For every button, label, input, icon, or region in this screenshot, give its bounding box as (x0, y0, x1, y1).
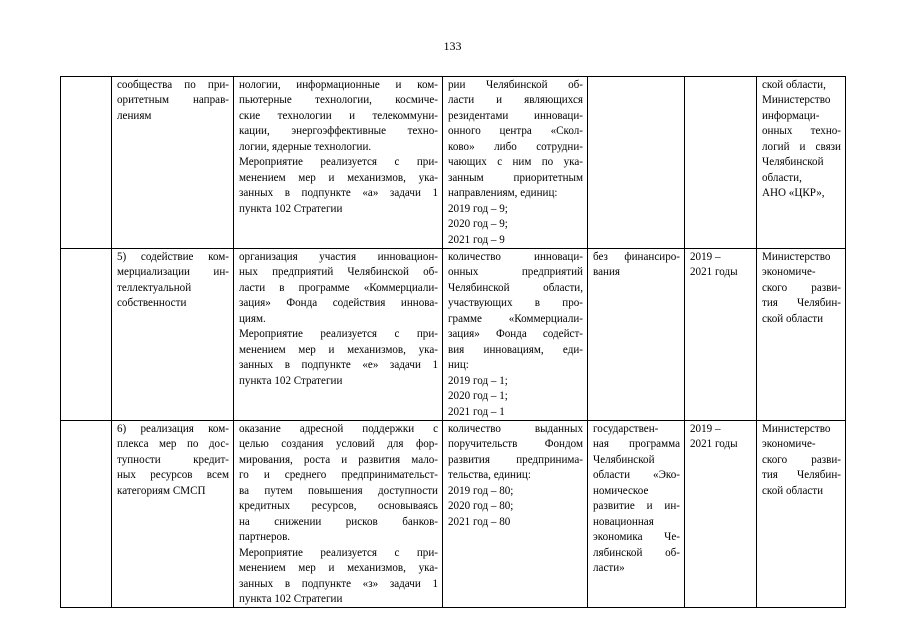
cell-line: 2020 год – 9; (448, 218, 508, 231)
cell-line: Мероприятие реализуется с при- (239, 546, 438, 559)
cell-line: ласти» (593, 562, 625, 575)
cell-indicator (443, 77, 588, 249)
cell-funding (588, 248, 685, 420)
cell-line: 2019 год – 9; (448, 202, 508, 215)
cell-line: 2021 год – 9 (448, 233, 505, 246)
cell-line: зация» Фонда содействия иннова- (239, 297, 438, 310)
cell-period (685, 420, 757, 607)
cell-line: поручительств Фондом (448, 438, 583, 451)
cell-line: области «Эко- (593, 469, 680, 482)
cell-line: 2019 год – 80; (448, 484, 514, 497)
cell-line: онного центра «Скол- (448, 125, 583, 138)
cell-line: нологии, информационные и ком- (239, 79, 438, 91)
cell-line: ных предприятий Челябинской об- (239, 266, 438, 279)
cell-line: пункта 102 Стратегии (239, 202, 343, 215)
cell-period (685, 77, 757, 249)
cell-activity (234, 248, 443, 420)
cell-line: теллектуальной (117, 281, 192, 294)
cell-line: пункта 102 Стратегии (239, 592, 343, 605)
cell-line: рии Челябинской об- (448, 79, 583, 91)
cell-line: 2019 – (690, 250, 721, 263)
cell-line: Мероприятие реализуется с при- (239, 156, 438, 169)
cell-line: занных в подпункте «а» задачи 1 (239, 187, 438, 200)
cell-period (685, 248, 757, 420)
cell-line: АНО «ЦКР», (762, 187, 825, 200)
cell-line: ской области (762, 312, 824, 325)
cell-line: оритетным направ- (117, 94, 229, 107)
cell-funding (588, 420, 685, 607)
cell-line: резидентами инноваци- (448, 109, 583, 122)
cell-line: новационная (593, 515, 654, 528)
cell-line: 2019 год – 1; (448, 374, 508, 387)
cell-funding (588, 77, 685, 249)
cell-line: 6) реализация ком- (117, 422, 229, 435)
cell-line: менением мер и механизмов, ука- (239, 343, 438, 356)
cell-line: онных предприятий (448, 266, 583, 279)
cell-line: Министерство (762, 250, 831, 263)
cell-line: развития предпринима- (448, 453, 583, 466)
cell-number (61, 248, 112, 420)
cell-line: логии, ядерные технологии. (239, 140, 372, 153)
cell-line: ково» либо сотрудни- (448, 140, 583, 153)
cell-line: области, (762, 171, 802, 184)
cell-line: Челябинской области, (448, 281, 583, 294)
cell-line: собственности (117, 297, 187, 310)
cell-indicator (443, 248, 588, 420)
cell-line: сообщества по при- (117, 79, 229, 91)
cell-line: зация» Фонда содейст- (448, 328, 583, 341)
cell-line: вания (593, 266, 620, 279)
cell-line: занных в подпункте «е» задачи 1 (239, 359, 438, 372)
cell-line: плекса мер по дос- (117, 438, 229, 451)
cell-line: онных техно- (762, 125, 841, 138)
cell-line: пункта 102 Стратегии (239, 374, 343, 387)
cell-responsible (757, 77, 846, 249)
cell-line: экономиче- (762, 438, 816, 451)
table-row (61, 420, 846, 607)
cell-line: менением мер и механизмов, ука- (239, 562, 438, 575)
cell-line: партнеров. (239, 531, 291, 544)
cell-line: грамме «Коммерциали- (448, 312, 583, 325)
cell-line: занным приоритетным (448, 171, 583, 184)
cell-task (112, 420, 234, 607)
cell-line: ных ресурсов всем (117, 469, 229, 482)
cell-line: ласти в программе «Коммерциали- (239, 281, 438, 294)
cell-line: без финансиро- (593, 250, 680, 263)
page-number: 133 (443, 39, 462, 53)
cell-number (61, 420, 112, 607)
cell-line: 2020 год – 1; (448, 390, 508, 403)
cell-responsible (757, 420, 846, 607)
cell-line: государствен- (593, 422, 659, 435)
cell-line: менением мер и механизмов, ука- (239, 171, 438, 184)
cell-number (61, 77, 112, 249)
cell-task (112, 77, 234, 249)
cell-responsible (757, 248, 846, 420)
strategy-table (60, 76, 846, 608)
table-row (61, 77, 846, 249)
cell-line: мирования, роста и развития мало- (239, 453, 438, 466)
cell-line: тия Челябин- (762, 469, 841, 482)
cell-line: целью создания условий для фор- (239, 438, 438, 451)
cell-line: лениям (117, 109, 152, 122)
cell-line: ские технологии и телекоммуни- (239, 109, 438, 122)
cell-line: циям. (239, 312, 266, 325)
cell-line: ского разви- (762, 453, 841, 466)
cell-line: мерциализации ин- (117, 266, 229, 279)
cell-activity (234, 77, 443, 249)
cell-line: кредитных ресурсов, основываясь (239, 500, 438, 513)
cell-line: ского разви- (762, 281, 841, 294)
table-row (61, 248, 846, 420)
cell-line: вия инновациям, еди- (448, 343, 583, 356)
cell-line: тупности кредит- (117, 453, 229, 466)
cell-line: 2021 год – 80 (448, 515, 511, 528)
cell-line: тельства, единиц: (448, 469, 531, 482)
cell-line: номическое (593, 484, 649, 497)
cell-task (112, 248, 234, 420)
cell-line: 2019 – (690, 422, 721, 435)
cell-line: развитие и ин- (593, 500, 680, 513)
cell-line: лябинской об- (593, 546, 680, 559)
cell-line: категориям СМСП (117, 484, 206, 497)
cell-line: участвующих в про- (448, 297, 583, 310)
cell-line: Министерство (762, 422, 831, 435)
cell-line: ской области (762, 484, 824, 497)
cell-line: 2021 годы (690, 266, 738, 279)
cell-line: оказание адресной поддержки с (239, 422, 438, 435)
cell-line: го и среднего предпринимательст- (239, 469, 438, 482)
cell-line: экономиче- (762, 266, 816, 279)
cell-line: 2021 год – 1 (448, 405, 505, 418)
cell-line: Челябинской (762, 156, 824, 169)
cell-line: занных в подпункте «з» задачи 1 (239, 577, 438, 590)
cell-line: ва путем повышения доступности (239, 484, 438, 497)
cell-line: кации, энергоэффективные техно- (239, 125, 438, 138)
cell-line: Челябинской (593, 453, 655, 466)
cell-line: 2020 год – 80; (448, 500, 514, 513)
cell-line: 2021 годы (690, 438, 738, 451)
cell-line: информаци- (762, 109, 820, 122)
cell-line: Мероприятие реализуется с при- (239, 328, 438, 341)
cell-line: пьютерные технологии, космиче- (239, 94, 438, 107)
cell-indicator (443, 420, 588, 607)
cell-line: тия Челябин- (762, 297, 841, 310)
cell-line: 5) содействие ком- (117, 250, 229, 263)
cell-line: Министерство (762, 94, 831, 107)
cell-line: логий и связи (762, 140, 841, 153)
cell-line: на снижении рисков банков- (239, 515, 438, 528)
cell-line: ная программа (593, 438, 680, 451)
cell-line: ской области, (762, 79, 826, 91)
cell-activity (234, 420, 443, 607)
cell-line: количество выданных (448, 422, 583, 435)
cell-line: направлениям, единиц: (448, 187, 558, 200)
cell-line: ласти и являющихся (448, 94, 583, 107)
cell-line: экономика Че- (593, 531, 680, 544)
cell-line: организация участия инновацион- (239, 250, 438, 263)
cell-line: чающих с ним по ука- (448, 156, 583, 169)
cell-line: ниц: (448, 359, 469, 372)
cell-line: количество инноваци- (448, 250, 583, 263)
